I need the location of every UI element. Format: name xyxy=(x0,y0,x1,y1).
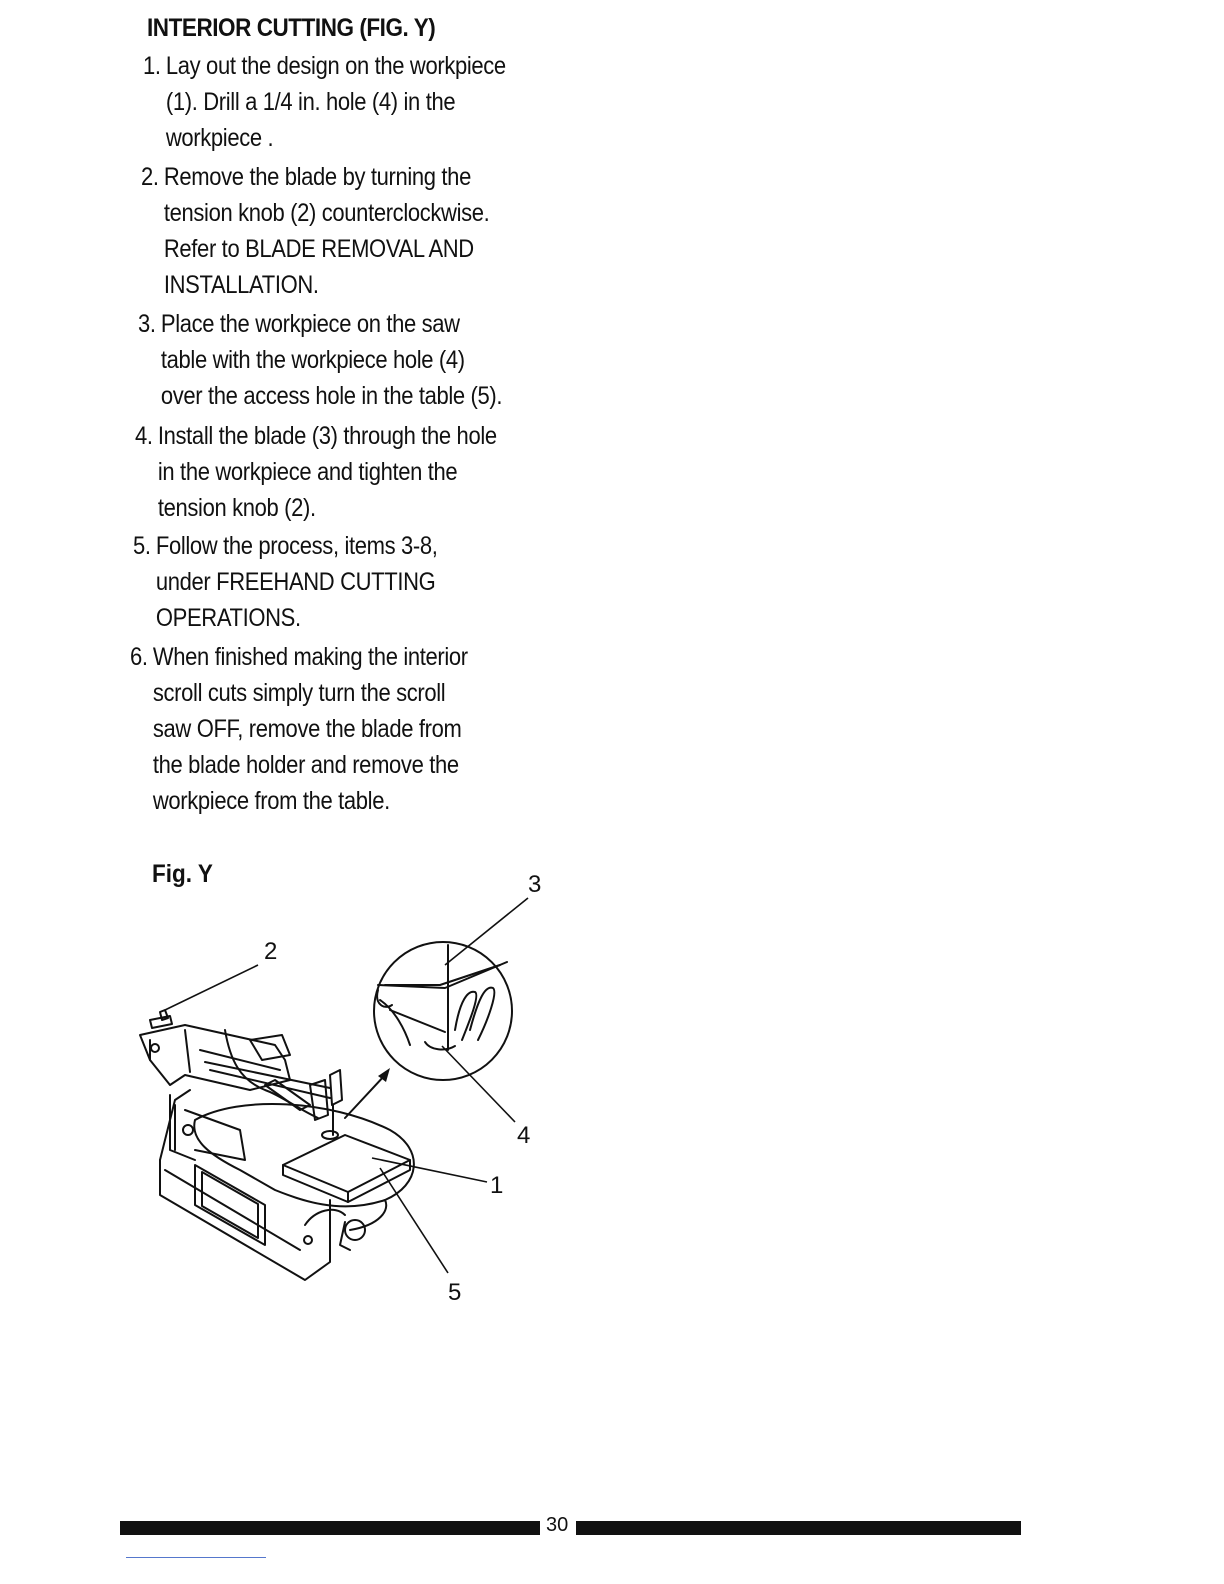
step-number: 5. xyxy=(133,532,151,560)
step-line: workpiece . xyxy=(165,124,274,152)
step-line: (1). Drill a 1/4 in. hole (4) in the xyxy=(165,88,456,116)
step-line: table with the workpiece hole (4) xyxy=(160,346,465,374)
step-line: Follow the process, items 3-8, xyxy=(155,532,438,560)
blue-underline xyxy=(126,1557,266,1558)
step-line: the blade holder and remove the xyxy=(152,751,459,779)
callout-2: 2 xyxy=(264,938,278,965)
saw-body-side xyxy=(185,1110,245,1160)
page-number: 30 xyxy=(546,1514,569,1536)
step-line: under FREEHAND CUTTING xyxy=(155,568,436,596)
tilt-scale xyxy=(305,1210,345,1225)
figure-label: Fig. Y xyxy=(152,860,213,888)
leader-line-3 xyxy=(445,898,528,965)
base-front-panel xyxy=(195,1165,265,1245)
step-line: saw OFF, remove the blade from xyxy=(152,715,462,743)
step-number: 6. xyxy=(130,643,148,671)
saw-base xyxy=(160,1160,330,1280)
callout-5: 5 xyxy=(448,1279,462,1306)
callout-4: 4 xyxy=(517,1122,531,1149)
step-line: When finished making the interior xyxy=(152,643,468,671)
step-number: 4. xyxy=(135,422,153,450)
detail-arrow xyxy=(345,1075,385,1118)
leader-line-4 xyxy=(442,1046,515,1122)
step-line: in the workpiece and tighten the xyxy=(157,458,458,486)
step-line: scroll cuts simply turn the scroll xyxy=(152,679,446,707)
step-number: 2. xyxy=(141,163,159,191)
step-line: Install the blade (3) through the hole xyxy=(157,422,497,450)
step-line: Refer to BLADE REMOVAL AND xyxy=(163,235,474,263)
footer-rule-right xyxy=(576,1521,1021,1535)
section-heading: INTERIOR CUTTING (FIG. Y) xyxy=(147,14,436,42)
step-line: tension knob (2). xyxy=(157,494,316,522)
step-number: 1. xyxy=(143,52,161,80)
leader-line-5 xyxy=(380,1168,448,1273)
motor-housing xyxy=(250,1035,290,1060)
step-number: 3. xyxy=(138,310,156,338)
step-line: tension knob (2) counterclockwise. xyxy=(163,199,490,227)
step-line: OPERATIONS. xyxy=(155,604,301,632)
step-line: Lay out the design on the workpiece xyxy=(165,52,506,80)
callout-1: 1 xyxy=(490,1172,504,1199)
step-line: workpiece from the table. xyxy=(152,787,390,815)
step-line: INSTALLATION. xyxy=(163,271,319,299)
step-line: over the access hole in the table (5). xyxy=(160,382,503,410)
upper-arm xyxy=(140,1025,290,1090)
step-line: Remove the blade by turning the xyxy=(163,163,471,191)
step-line: Place the workpiece on the saw xyxy=(160,310,460,338)
callout-3: 3 xyxy=(528,871,542,898)
footer-rule-left xyxy=(120,1521,540,1535)
leader-line-2 xyxy=(165,965,258,1010)
